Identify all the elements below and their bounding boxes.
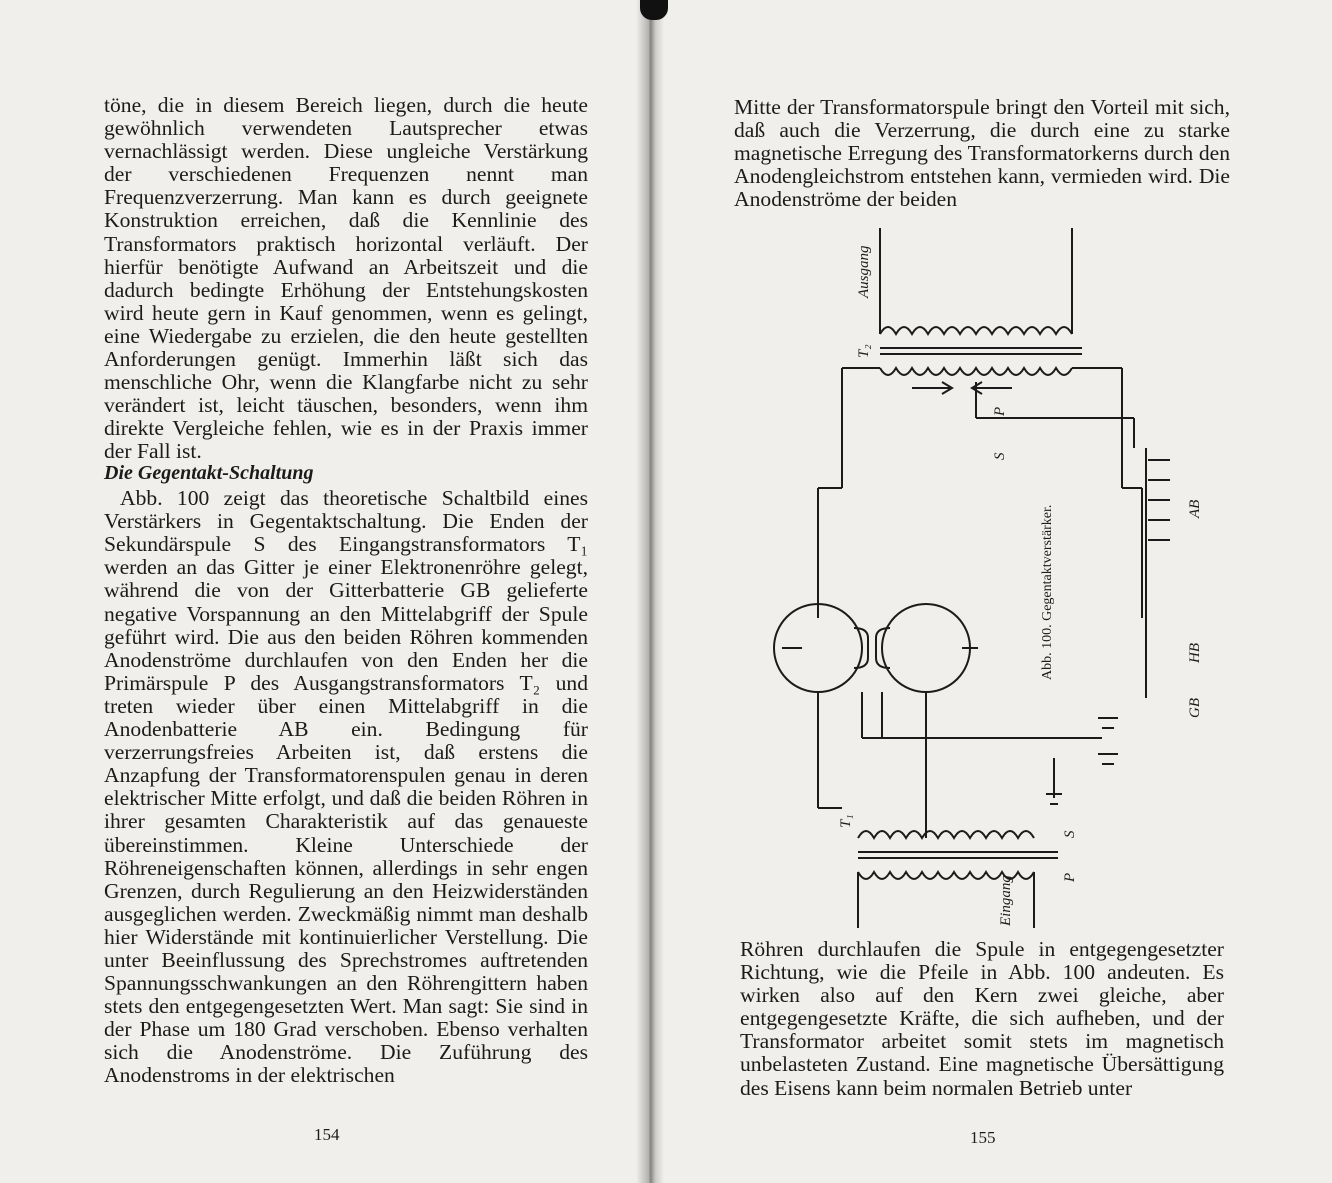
- label-t1: T₁: [838, 814, 854, 828]
- output-secondary-coil: [880, 327, 1072, 334]
- figure-caption: Abb. 100. Gegentaktverstärker.: [1040, 504, 1055, 680]
- label-gb: GB: [1187, 698, 1203, 718]
- push-pull-circuit-diagram: [762, 198, 1242, 928]
- right-page-text-top: [734, 96, 1230, 211]
- left-paragraph-2: Abb. 100 zeigt das theoretische Schaltbild eines Verstärkers in Gegentaktschaltung. Die Enden der Sekundärspule S des Eingangstransformators T₁ werden an das Gitter je einer Elektronenröhre gelegt, während die von der Gitterbatterie GB gelieferte negative Vorspannung an den Mittelabgriff der Spule geführt wird. Die aus den beiden Röhren kommenden Anodenströme durchlaufen von den Enden her die Primärspule P des Ausgangstransformators T₂ und treten wieder über einen Mittelabgriff in die Anodenbatterie AB ein. Bedingung für verzerrungsfreies Arbeiten ist, daß erstens die Anzapfung der Transformatorenspulen genau in deren elektrischer Mitte erfolgt, und daß die beiden Röhren in ihrer gesamten Charakteristik auf das genaueste übereinstimmen. Kleine Unterschiede der Röhreneigenschaften können, allerdings in sehr engen Grenzen, durch Regulierung an den Heizwiderständen ausgeglichen werden. Zweckmäßig nimmt man deshalb hier Widerstände mit kontinuierlicher Verstellung. Die unter Beeinflussung des Sprechstromes auftretenden Spannungsschwankungen an den Röhrengittern haben stets den entgegengesetzten Wert. Man sagt: Sie sind in der Phase um 180 Grad verschoben. Ebenso verhalten sich die Anodenströme. Die Zuführung des Anodenstroms in der elektrischen: [104, 486, 588, 1088]
- tube-right: [882, 604, 970, 692]
- label-s-top: S: [992, 452, 1008, 460]
- circuit-figure: [762, 198, 1242, 928]
- right-paragraph-1: Mitte der Transformatorspule bringt den Vorteil mit sich, daß auch die Verzerrung, die durch eine zu starke magnetische Erregung des Transformatorkerns durch den Anodengleichstrom entstehen kann, vermieden wird. Die Anodenströme der beiden: [734, 95, 1230, 212]
- label-t2: T₂: [856, 344, 872, 358]
- right-paragraph-2: Röhren durchlaufen die Spule in entgegengesetzter Richtung, wie die Pfeile in Abb. 100 andeuten. Es wirken also auf den Kern zwei gleiche, aber entgegengesetzte Kräfte, die sich aufheben, und der Transformator arbeitet somit stets im magnetisch unbelasteten Zustand. Eine magnetische Übersättigung des Eisens kann beim normalen Betrieb unter: [740, 937, 1224, 1100]
- left-page-section: [104, 462, 588, 1088]
- left-paragraph-1: töne, die in diesem Bereich liegen, durch die heute gewöhnlich verwendeten Lautsprecher etwas vernachlässigt werden. Diese ungleiche Verstärkung der verschiedenen Frequenzen nennt man Frequenzverzerrung. Man kann es durch geeignete Konstruktion erreichen, daß die Kennlinie des Transformators praktisch horizontal verläuft. Der hierfür benötigte Aufwand an Arbeitszeit und die dadurch bedingte Erhöhung der Entstehungskosten wird heute gern in Kauf genommen, wenn es gelingt, eine Wiedergabe zu erzielen, die den heute gestellten Anforderungen genügt. Immerhin läßt sich das menschliche Ohr, wenn die Klangfarbe nicht zu sehr verändert ist, leicht täuschen, besonders, wenn ihm direkte Vergleiche fehlen, wie es in der Praxis immer der Fall ist.: [104, 93, 588, 464]
- input-secondary-coil: [858, 831, 1034, 838]
- right-page: [652, 0, 1332, 1183]
- label-ausgang: Ausgang: [856, 245, 872, 298]
- right-page-number: 155: [970, 1128, 996, 1147]
- label-s-bottom: S: [1062, 830, 1078, 838]
- right-page-text-bottom: [740, 938, 1224, 1100]
- left-page-text-top: [104, 94, 588, 464]
- label-ab: AB: [1187, 499, 1203, 518]
- output-primary-coil: [880, 368, 1072, 375]
- book-gutter: [636, 0, 664, 1183]
- left-page-number: 154: [314, 1125, 340, 1144]
- label-eingang: Eingang: [998, 875, 1014, 926]
- book-spine-shadow: [640, 0, 668, 20]
- section-heading: Die Gegentakt-Schaltung: [104, 462, 314, 484]
- label-p-bottom: P: [1062, 872, 1078, 882]
- label-hb: HB: [1187, 643, 1203, 663]
- left-page: [0, 0, 652, 1183]
- label-p-top: P: [992, 406, 1008, 416]
